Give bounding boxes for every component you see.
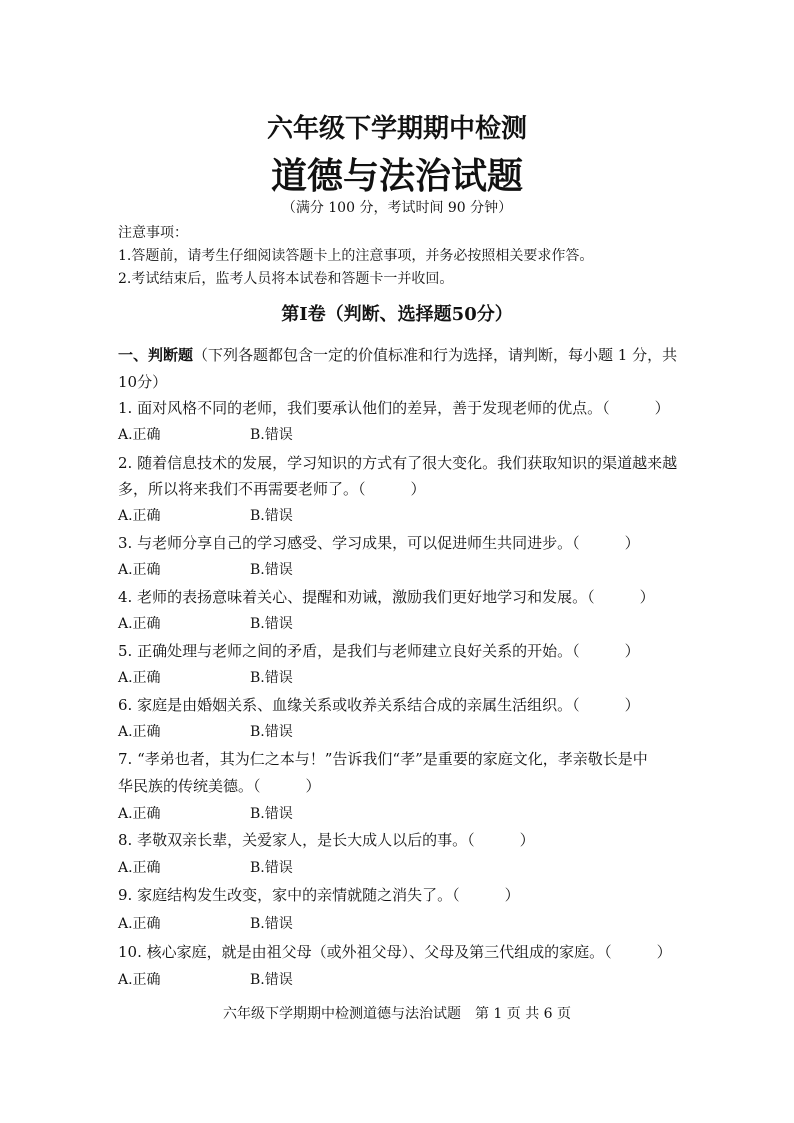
q1-option-a: A.正确 <box>118 427 161 443</box>
question-9: 9. 家庭结构发生改变，家中的亲情就随之消失了。（ ） <box>118 886 520 904</box>
section-title: 第Ⅰ卷（判断、选择题50分） <box>281 304 513 325</box>
q3-option-a: A.正确 <box>118 562 161 578</box>
question-1: 1. 面对风格不同的老师，我们要承认他们的差异，善于发现老师的优点。（ ） <box>118 399 670 417</box>
part-instruction: （下列各题都包含一定的价值标准和行为选择，请判断，每小题 1 分，共 <box>193 346 678 364</box>
notes-heading: 注意事项： <box>118 225 188 241</box>
question-5: 5. 正确处理与老师之间的矛盾，是我们与老师建立良好关系的开始。（ ） <box>118 642 640 660</box>
q2-option-b: B.错误 <box>250 508 293 524</box>
q3-option-b: B.错误 <box>250 562 293 578</box>
question-2-cont: 多，所以将来我们不再需要老师了。（ ） <box>118 480 426 498</box>
part-instruction-cont: 10分） <box>118 373 168 391</box>
question-2: 2. 随着信息技术的发展，学习知识的方式有了很大变化。我们获取知识的渠道越来越 <box>118 454 678 472</box>
note-item-1: 1.答题前，请考生仔细阅读答题卡上的注意事项，并务必按照相关要求作答。 <box>118 248 594 264</box>
q8-option-b: B.错误 <box>250 860 293 876</box>
question-6: 6. 家庭是由婚姻关系、血缘关系或收养关系结合成的亲属生活组织。（ ） <box>118 696 640 714</box>
q4-option-a: A.正确 <box>118 616 161 632</box>
q6-option-a: A.正确 <box>118 724 161 740</box>
part-heading: 一、判断题 <box>118 346 194 364</box>
q7-option-b: B.错误 <box>250 806 293 822</box>
question-8: 8. 孝敬双亲长辈，关爱家人，是长大成人以后的事。（ ） <box>118 831 535 849</box>
part-heading-line <box>118 344 677 365</box>
exam-title-subject: 道德与法治试题 <box>270 155 523 197</box>
q2-option-a: A.正确 <box>118 508 161 524</box>
q1-option-b: B.错误 <box>250 427 293 443</box>
question-7-cont: 华民族的传统美德。（ ） <box>118 777 321 795</box>
question-3: 3. 与老师分享自己的学习感受、学习成果，可以促进师生共同进步。（ ） <box>118 534 640 552</box>
q6-option-b: B.错误 <box>250 724 293 740</box>
q9-option-b: B.错误 <box>250 916 293 932</box>
question-4: 4. 老师的表扬意味着关心、提醒和劝诫，激励我们更好地学习和发展。（ ） <box>118 588 655 606</box>
question-7: 7. “孝弟也者，其为仁之本与！”告诉我们“孝”是重要的家庭文化，孝亲敬长是中 <box>118 750 648 768</box>
page-footer: 六年级下学期期中检测道德与法治试题 第 1 页 共 6 页 <box>222 1006 572 1022</box>
q8-option-a: A.正确 <box>118 860 161 876</box>
q4-option-b: B.错误 <box>250 616 293 632</box>
question-10: 10. 核心家庭，就是由祖父母（或外祖父母）、父母及第三代组成的家庭。（ ） <box>118 943 672 961</box>
q10-option-a: A.正确 <box>118 972 161 988</box>
q5-option-a: A.正确 <box>118 670 161 686</box>
q10-option-b: B.错误 <box>250 972 293 988</box>
q7-option-a: A.正确 <box>118 806 161 822</box>
note-item-2: 2.考试结束后，监考人员将本试卷和答题卡一并收回。 <box>118 271 454 287</box>
exam-title-grade: 六年级下学期期中检测 <box>266 114 527 144</box>
q9-option-a: A.正确 <box>118 916 161 932</box>
q5-option-b: B.错误 <box>250 670 293 686</box>
exam-subtitle: （满分 100 分，考试时间 90 分钟） <box>281 200 513 216</box>
